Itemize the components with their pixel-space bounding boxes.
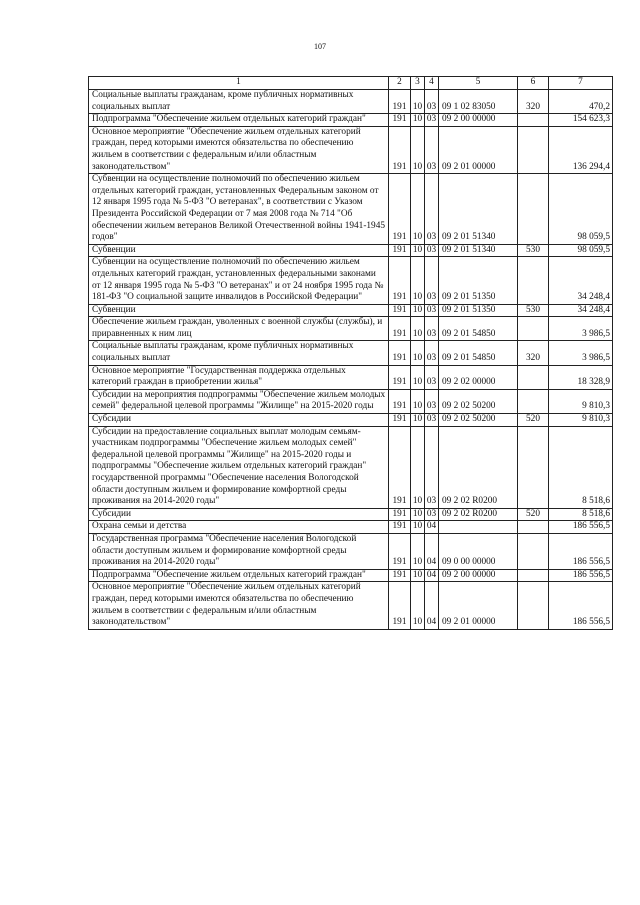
table-header-row [89,77,613,90]
row-ministry-code-cell: 191 [389,389,411,413]
row-subsection-cell: 03 [425,414,439,427]
table-row [89,521,613,534]
row-subsection-cell: 03 [425,389,439,413]
row-amount-cell: 186 556,5 [549,521,613,534]
row-section-cell: 10 [411,365,425,389]
row-subsection-cell: 03 [425,244,439,257]
row-ministry-code-cell: 191 [389,341,411,365]
row-target-article-cell: 09 2 02 R0200 [439,508,518,521]
table-row [89,174,613,245]
row-ministry-code-cell: 191 [389,114,411,127]
row-subsection-cell: 04 [425,533,439,569]
row-amount-cell: 3 986,5 [549,341,613,365]
row-name-cell: Субсидии [89,414,389,427]
table-row [89,304,613,317]
row-subsection-cell: 03 [425,114,439,127]
row-amount-cell: 8 518,6 [549,508,613,521]
row-name-cell: Субвенции [89,304,389,317]
table-row [89,114,613,127]
row-target-article-cell: 09 2 01 51340 [439,174,518,245]
row-amount-cell: 186 556,5 [549,533,613,569]
row-target-article-cell: 09 2 00 00000 [439,569,518,582]
row-expense-type-cell [518,533,549,569]
row-ministry-code-cell: 191 [389,90,411,114]
table-row [89,90,613,114]
row-target-article-cell: 09 0 00 00000 [439,533,518,569]
table-row [89,126,613,173]
row-expense-type-cell [518,317,549,341]
row-expense-type-cell: 520 [518,414,549,427]
table-row [89,341,613,365]
row-expense-type-cell [518,426,549,508]
row-subsection-cell: 03 [425,126,439,173]
row-section-cell: 10 [411,582,425,629]
row-target-article-cell: 09 2 00 00000 [439,114,518,127]
row-subsection-cell: 03 [425,90,439,114]
row-expense-type-cell: 320 [518,341,549,365]
table-row [89,317,613,341]
row-amount-cell: 34 248,4 [549,257,613,304]
row-amount-cell: 18 328,9 [549,365,613,389]
header-cell: 5 [439,77,518,90]
row-subsection-cell: 03 [425,508,439,521]
header-cell: 6 [518,77,549,90]
row-subsection-cell: 03 [425,174,439,245]
row-section-cell: 10 [411,304,425,317]
row-target-article-cell: 09 1 02 83050 [439,90,518,114]
row-name-cell: Основное мероприятие "Обеспечение жильем отдельных категорий граждан, перед которыми имеются обязательства по обеспечению жильем в соответствии с федеральным и/или областным законодательством" [89,126,389,173]
row-target-article-cell: 09 2 02 50200 [439,414,518,427]
header-cell: 2 [389,77,411,90]
table-body [89,90,613,630]
row-amount-cell: 136 294,4 [549,126,613,173]
row-section-cell: 10 [411,389,425,413]
row-section-cell: 10 [411,414,425,427]
row-section-cell: 10 [411,426,425,508]
header-cell: 1 [89,77,389,90]
row-ministry-code-cell: 191 [389,414,411,427]
row-subsection-cell: 04 [425,582,439,629]
row-name-cell: Субсидии [89,508,389,521]
row-amount-cell: 9 810,3 [549,389,613,413]
table-row [89,582,613,629]
page-number: 107 [314,42,326,51]
row-subsection-cell: 04 [425,569,439,582]
row-name-cell: Государственная программа "Обеспечение населения Вологодской области доступным жильем и формирование комфортной среды проживания на 2014-2020 годы" [89,533,389,569]
row-expense-type-cell: 530 [518,304,549,317]
row-target-article-cell: 09 2 02 00000 [439,365,518,389]
row-expense-type-cell [518,389,549,413]
row-amount-cell: 9 810,3 [549,414,613,427]
table-row [89,569,613,582]
row-name-cell: Субвенции на осуществление полномочий по обеспечению жильем отдельных категорий граждан, установленных Федеральным законом от 12 января 1995 года № 5-ФЗ "О ветеранах", в соответствии с Указом Президента Российской Федерации от 7 мая 2008 года № 714 "Об обеспечении жильем ветеранов Великой Отечественной войны 1941-1945 годов" [89,174,389,245]
row-amount-cell: 3 986,5 [549,317,613,341]
row-target-article-cell: 09 2 01 51350 [439,304,518,317]
row-section-cell: 10 [411,90,425,114]
row-expense-type-cell [518,174,549,245]
row-name-cell: Субсидии на мероприятия подпрограммы "Обеспечение жильем молодых семей" федеральной целевой программы "Жилище" на 2015-2020 годы [89,389,389,413]
row-target-article-cell: 09 2 02 R0200 [439,426,518,508]
row-name-cell: Основное мероприятие "Обеспечение жильем отдельных категорий граждан, перед которыми имеются обязательства по обеспечению жильем в соответствии с федеральным и/или областным законодательством" [89,582,389,629]
row-amount-cell: 98 059,5 [549,174,613,245]
table-row [89,426,613,508]
row-target-article-cell [439,521,518,534]
row-target-article-cell: 09 2 02 50200 [439,389,518,413]
row-name-cell: Субвенции на осуществление полномочий по обеспечению жильем отдельных категорий граждан, установленных федеральными законами от 12 января 1995 года № 5-ФЗ "О ветеранах" и от 24 ноября 1995 года № 181-ФЗ "О социальной защите инвалидов в Российской Федерации" [89,257,389,304]
row-expense-type-cell: 320 [518,90,549,114]
table-row [89,257,613,304]
table-row [89,414,613,427]
header-cell: 4 [425,77,439,90]
row-expense-type-cell: 520 [518,508,549,521]
row-section-cell: 10 [411,244,425,257]
row-subsection-cell: 03 [425,317,439,341]
row-amount-cell: 186 556,5 [549,582,613,629]
row-ministry-code-cell: 191 [389,508,411,521]
row-amount-cell: 186 556,5 [549,569,613,582]
row-subsection-cell: 03 [425,341,439,365]
row-target-article-cell: 09 2 01 54850 [439,317,518,341]
table-row [89,508,613,521]
row-ministry-code-cell: 191 [389,174,411,245]
row-amount-cell: 98 059,5 [549,244,613,257]
header-cell: 7 [549,77,613,90]
row-name-cell: Подпрограмма "Обеспечение жильем отдельных категорий граждан" [89,114,389,127]
row-name-cell: Охрана семьи и детства [89,521,389,534]
row-expense-type-cell [518,114,549,127]
row-ministry-code-cell: 191 [389,569,411,582]
row-ministry-code-cell: 191 [389,426,411,508]
row-amount-cell: 470,2 [549,90,613,114]
row-subsection-cell: 03 [425,257,439,304]
row-ministry-code-cell: 191 [389,126,411,173]
row-expense-type-cell [518,126,549,173]
row-ministry-code-cell: 191 [389,304,411,317]
row-target-article-cell: 09 2 01 00000 [439,582,518,629]
row-expense-type-cell: 530 [518,244,549,257]
budget-table [88,76,613,630]
table-row [89,365,613,389]
row-section-cell: 10 [411,317,425,341]
row-ministry-code-cell: 191 [389,533,411,569]
row-section-cell: 10 [411,569,425,582]
row-section-cell: 10 [411,257,425,304]
row-ministry-code-cell: 191 [389,365,411,389]
row-section-cell: 10 [411,174,425,245]
row-ministry-code-cell: 191 [389,317,411,341]
row-subsection-cell: 04 [425,521,439,534]
row-name-cell: Социальные выплаты гражданам, кроме публичных нормативных социальных выплат [89,341,389,365]
row-subsection-cell: 03 [425,426,439,508]
row-section-cell: 10 [411,508,425,521]
row-section-cell: 10 [411,126,425,173]
row-ministry-code-cell: 191 [389,582,411,629]
row-name-cell: Подпрограмма "Обеспечение жильем отдельных категорий граждан" [89,569,389,582]
table-row [89,244,613,257]
row-amount-cell: 34 248,4 [549,304,613,317]
row-ministry-code-cell: 191 [389,244,411,257]
row-section-cell: 10 [411,521,425,534]
row-target-article-cell: 09 2 01 51350 [439,257,518,304]
table-row [89,533,613,569]
row-name-cell: Социальные выплаты гражданам, кроме публичных нормативных социальных выплат [89,90,389,114]
row-expense-type-cell [518,521,549,534]
row-subsection-cell: 03 [425,304,439,317]
row-subsection-cell: 03 [425,365,439,389]
row-section-cell: 10 [411,114,425,127]
row-name-cell: Обеспечение жильем граждан, уволенных с военной службы (службы), и приравненных к ним лиц [89,317,389,341]
row-section-cell: 10 [411,533,425,569]
row-target-article-cell: 09 2 01 00000 [439,126,518,173]
row-name-cell: Субсидии на предоставление социальных выплат молодым семьям-участникам подпрограммы "Обеспечение жильем молодых семей" федеральной целевой программы "Жилище" на 2015-2020 годы и подпрограммы "Обеспечение жильем отдельных категорий граждан" государственной программы "Обеспечение населения Вологодской области доступным жильем и формирование комфортной среды проживания на 2014-2020 годы" [89,426,389,508]
row-ministry-code-cell: 191 [389,257,411,304]
table-row [89,389,613,413]
row-target-article-cell: 09 2 01 54850 [439,341,518,365]
row-amount-cell: 154 623,3 [549,114,613,127]
row-amount-cell: 8 518,6 [549,426,613,508]
row-ministry-code-cell: 191 [389,521,411,534]
row-expense-type-cell [518,257,549,304]
row-name-cell: Основное мероприятие "Государственная поддержка отдельных категорий граждан в приобретении жилья" [89,365,389,389]
row-expense-type-cell [518,582,549,629]
row-target-article-cell: 09 2 01 51340 [439,244,518,257]
row-expense-type-cell [518,365,549,389]
row-name-cell: Субвенции [89,244,389,257]
row-section-cell: 10 [411,341,425,365]
header-cell: 3 [411,77,425,90]
row-expense-type-cell [518,569,549,582]
